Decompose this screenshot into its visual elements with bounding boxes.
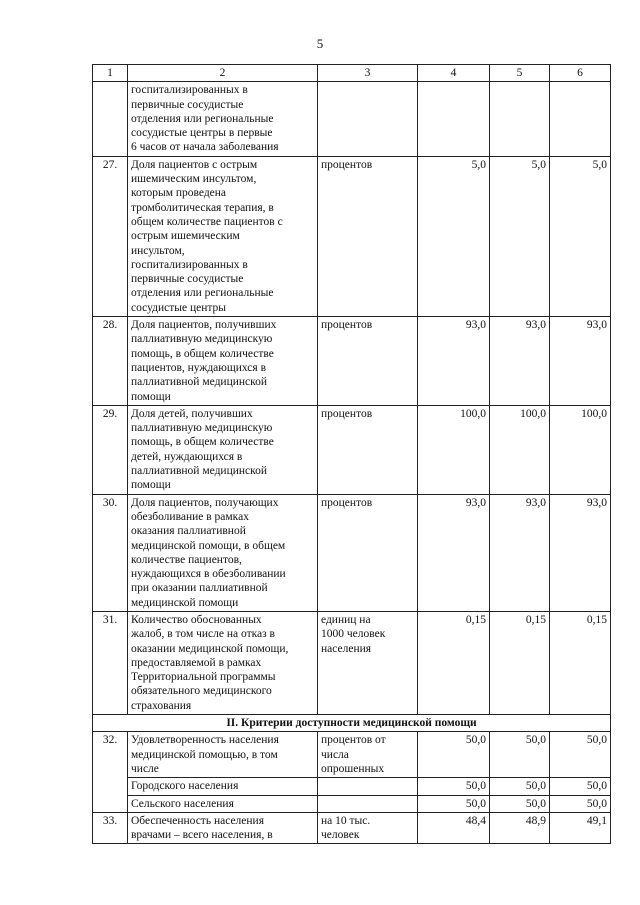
indicator-name: Удовлетворенность населения медицинской помощью, в том числе [128,732,318,778]
row-number: 27. [93,156,128,316]
header-row [93,65,611,82]
column-header: 1 [93,65,128,82]
value-cell: 0,15 [490,611,550,714]
unit-cell: процентов от числа опрошенных [318,732,418,778]
column-header: 6 [550,65,611,82]
value-cell: 93,0 [550,317,611,406]
indicators-table [92,64,611,844]
indicator-name: Сельского населения [128,795,318,812]
indicator-name: госпитализированных в первичные сосудистые отделения или региональные сосудистые центры в первые 6 часов от начала заболевания [128,82,318,156]
row-number [93,82,128,156]
value-cell: 93,0 [418,317,490,406]
indicator-name: Доля пациентов, получающих обезболивание в рамках оказания паллиативной медицинской помощи, в общем количестве пациентов, нуждающихся в обезболивании при оказании паллиативной медицинской помощи [128,494,318,611]
table-row [93,611,611,714]
table-row [93,156,611,316]
value-cell: 0,15 [550,611,611,714]
table-row [93,317,611,406]
unit-cell [318,82,418,156]
table-row [93,405,611,494]
row-number: 28. [93,317,128,406]
value-cell: 50,0 [418,732,490,778]
value-cell: 93,0 [490,494,550,611]
table-row [93,812,611,844]
indicator-name: Доля детей, получивших паллиативную медицинскую помощь, в общем количестве детей, нуждающихся в паллиативной медицинской помощи [128,405,318,494]
unit-cell [318,795,418,812]
value-cell [490,82,550,156]
indicator-name: Количество обоснованных жалоб, в том числе на отказ в оказании медицинской помощи, предоставляемой в рамках Территориальной программы обязательного медицинского страхования [128,611,318,714]
value-cell: 93,0 [418,494,490,611]
section-row [93,715,611,732]
row-number: 32. [93,732,128,812]
value-cell: 100,0 [418,405,490,494]
table-subrow [93,795,611,812]
value-cell: 50,0 [490,795,550,812]
value-cell: 50,0 [490,778,550,795]
unit-cell: процентов [318,317,418,406]
value-cell: 93,0 [490,317,550,406]
column-header: 3 [318,65,418,82]
table-row [93,82,611,156]
row-number: 33. [93,812,128,844]
column-header: 2 [128,65,318,82]
column-header: 4 [418,65,490,82]
value-cell: 48,4 [418,812,490,844]
value-cell: 50,0 [550,732,611,778]
unit-cell: единиц на 1000 человек населения [318,611,418,714]
value-cell: 93,0 [550,494,611,611]
table-row [93,494,611,611]
value-cell: 100,0 [550,405,611,494]
row-number: 31. [93,611,128,714]
value-cell: 5,0 [550,156,611,316]
value-cell: 48,9 [490,812,550,844]
value-cell: 0,15 [418,611,490,714]
row-number: 30. [93,494,128,611]
column-header: 5 [490,65,550,82]
page-number: 5 [316,36,324,51]
unit-cell: процентов [318,405,418,494]
section-title: II. Критерии доступности медицинской помощи [93,715,611,732]
value-cell: 49,1 [550,812,611,844]
indicator-name: Обеспеченность населения врачами – всего населения, в [128,812,318,844]
indicator-name: Городского населения [128,778,318,795]
row-number: 29. [93,405,128,494]
value-cell: 50,0 [418,778,490,795]
unit-cell: на 10 тыс. человек [318,812,418,844]
value-cell: 5,0 [418,156,490,316]
value-cell: 50,0 [550,795,611,812]
indicator-name: Доля пациентов с острым ишемическим инсультом, которым проведена тромболитическая терапия, в общем количестве пациентов с острым ишемическим инсультом, госпитализированных в первичные сосудистые отделения или региональные сосудистые центры [128,156,318,316]
unit-cell [318,778,418,795]
value-cell: 50,0 [418,795,490,812]
value-cell: 5,0 [490,156,550,316]
unit-cell: процентов [318,156,418,316]
value-cell: 50,0 [550,778,611,795]
value-cell: 50,0 [490,732,550,778]
value-cell [418,82,490,156]
table-subrow [93,778,611,795]
value-cell: 100,0 [490,405,550,494]
value-cell [550,82,611,156]
indicator-name: Доля пациентов, получивших паллиативную медицинскую помощь, в общем количестве пациентов, нуждающихся в паллиативной медицинской помощи [128,317,318,406]
table-row [93,732,611,778]
unit-cell: процентов [318,494,418,611]
